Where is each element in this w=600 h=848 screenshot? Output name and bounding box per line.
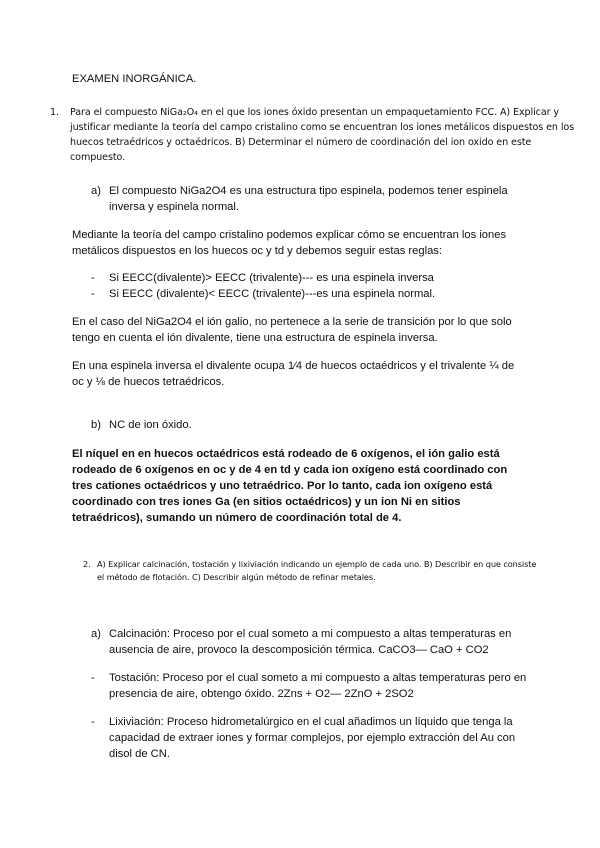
answer-a-marker: a) — [91, 185, 101, 197]
answer-line: Tostación: Proceso por el cual someto a mi compuesto a altas temperaturas pero en — [109, 672, 527, 684]
answer-line: disol de CN. — [109, 748, 170, 760]
answer-line: capacidad de extraer iones y formar complejos, por ejemplo extracción del Au con — [109, 732, 516, 744]
paragraph-line: En el caso del NiGa2O4 el ión galio, no pertenece a la serie de transición por lo que solo — [72, 316, 512, 328]
answer-b-text: NC de ion óxido. — [109, 419, 192, 431]
question-2-number: 2. — [83, 559, 91, 569]
bullet-marker: - — [91, 288, 95, 300]
bullet-marker: - — [91, 272, 95, 284]
question-1-number: 1. — [50, 107, 59, 118]
bullet-text: Si EECC (divalente)< EECC (trivalente)---es una espinela normal. — [109, 288, 436, 300]
answer-a-line: inversa y espinela normal. — [109, 201, 239, 213]
answer-line: Calcinación: Proceso por el cual someto a mi compuesto a altas temperaturas en — [109, 628, 512, 640]
question-1-line: huecos tetraédricos y octaédricos. B) Determinar el número de coordinación del ion oxido en este — [70, 137, 532, 148]
answer-b-marker: b) — [91, 419, 101, 431]
bold-answer-line: tetraédricos), sumando un número de coordinación total de 4. — [72, 512, 402, 524]
bold-answer-line: tres cationes octaédricos y uno tetraédrico. Por lo tanto, cada ion oxígeno está — [72, 480, 493, 492]
bold-answer-line: rodeado de 6 oxígenos en oc y de 4 en td y cada ion oxígeno está coordinado con — [72, 464, 508, 476]
question-1-line: compuesto. — [70, 152, 126, 163]
answer-a-line: El compuesto NiGa2O4 es una estructura tipo espinela, podemos tener espinela — [109, 185, 508, 197]
paragraph-line: metálicos dispuestos en los huecos oc y td y debemos seguir estas reglas: — [72, 245, 443, 257]
answer-line: ausencia de aire, provoco la descomposición térmica. CaCO3— CaO + CO2 — [109, 644, 489, 656]
bold-answer-line: El níquel en en huecos octaédricos está rodeado de 6 oxígenos, el ión galio está — [72, 448, 500, 460]
answer-marker: - — [91, 672, 95, 684]
question-1-line: Para el compuesto NiGa₂O₄ en el que los iones óxido presentan un empaquetamiento FCC. A) Explicar y — [70, 107, 560, 118]
bold-answer-line: coordinado con tres iones Ga (en sitios octaédricos) y un ion Ni en sitios — [72, 496, 461, 508]
answer-marker: - — [91, 716, 95, 728]
question-2-line: A) Explicar calcinación, tostación y lixiviación indicando un ejemplo de cada uno. B) Describir en que consiste — [97, 559, 537, 569]
question-1-line: justificar mediante la teoría del campo cristalino como se encuentran los iones metálicos dispuestos en los — [70, 122, 575, 133]
paragraph-line: Mediante la teoría del campo cristalino podemos explicar cómo se encuentran los iones — [72, 229, 507, 241]
paragraph-line: oc y ⅛ de huecos tetraédricos. — [72, 376, 225, 388]
answer-line: presencia de aire, obtengo óxido. 2Zns + O2— 2ZnO + 2SO2 — [109, 688, 414, 700]
bullet-text: Si EECC(divalente)> EECC (trivalente)--- es una espinela inversa — [109, 272, 434, 284]
question-2-line: el método de flotación. C) Describir algún método de refinar metales. — [97, 572, 376, 582]
answer-marker: a) — [91, 628, 101, 640]
answer-line: Lixiviación: Proceso hidrometalúrgico en el cual añadimos un líquido que tenga la — [109, 716, 513, 728]
paragraph-line: En una espinela inversa el divalente ocupa 1⁄4 de huecos octaédricos y el trivalente ¼ de — [72, 360, 515, 372]
paragraph-line: tengo en cuenta el ión divalente, tiene una estructura de espinela inversa. — [72, 332, 438, 344]
exam-title: EXAMEN INORGÁNICA. — [72, 73, 197, 85]
